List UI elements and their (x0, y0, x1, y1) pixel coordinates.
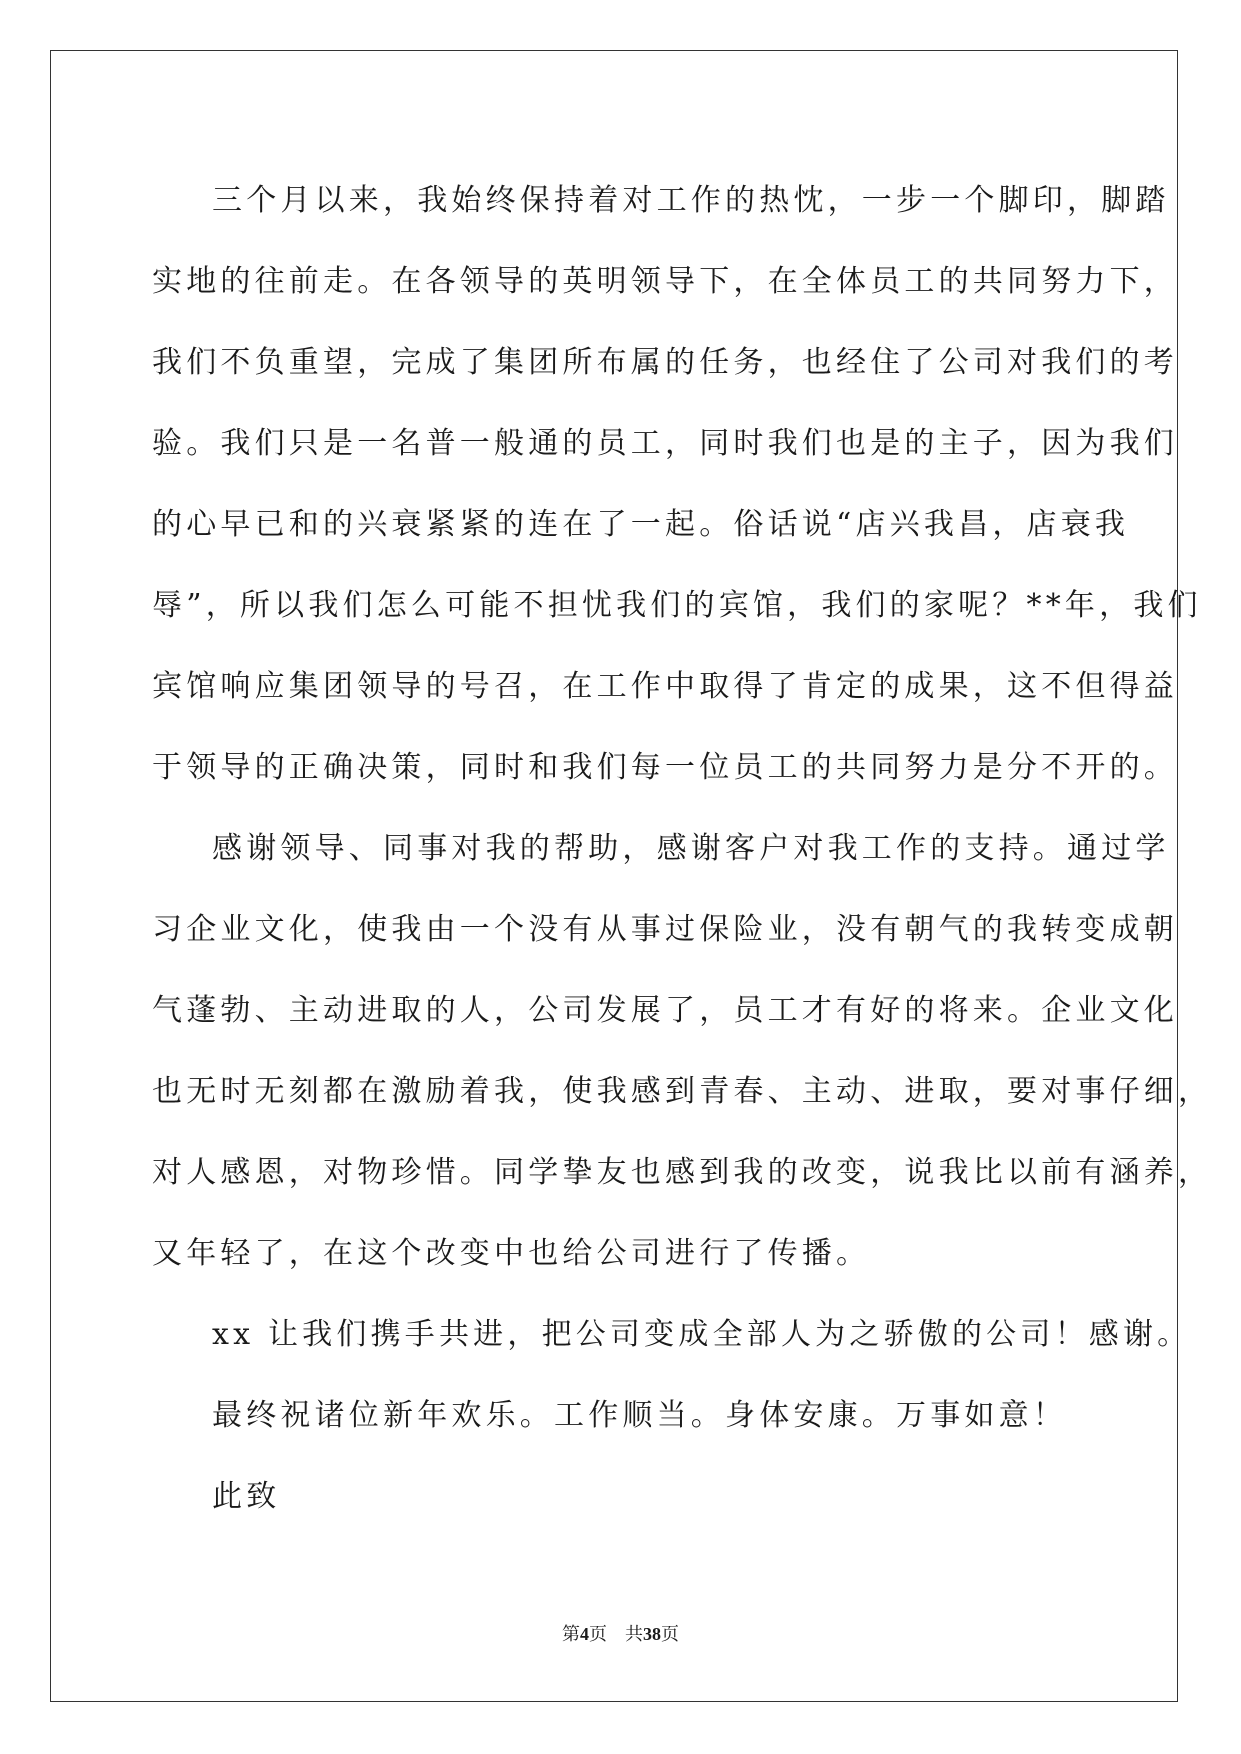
text-line: 对人感恩，对物珍惜。同学挚友也感到我的改变，说我比以前有涵养， (152, 1155, 1213, 1190)
text-line: 于领导的正确决策，同时和我们每一位员工的共同努力是分不开的。 (152, 750, 1178, 785)
footer-page-label: 页 (589, 1624, 607, 1644)
text-line: 也无时无刻都在激励着我，使我感到青春、主动、进取，要对事仔细， (152, 1074, 1213, 1109)
text-line: 又年轻了，在这个改变中也给公司进行了传播。 (152, 1236, 871, 1271)
text-line: 气蓬勃、主动进取的人，公司发展了，员工才有好的将来。企业文化 (152, 993, 1178, 1028)
page-footer (0, 1620, 1241, 1646)
paragraph-1 (152, 160, 1202, 808)
text-line: xx 让我们携手共进，把公司变成全部人为之骄傲的公司！感谢。 (212, 1317, 1192, 1352)
total-page-number: 38 (643, 1624, 661, 1644)
paragraph-3 (152, 1294, 1192, 1375)
text-line: 此致 (212, 1479, 281, 1514)
text-line: 最终祝诸位新年欢乐。工作顺当。身体安康。万事如意！ (212, 1398, 1067, 1433)
current-page-number: 4 (580, 1624, 589, 1644)
footer-total-label: 页 (661, 1624, 679, 1644)
text-line: 感谢领导、同事对我的帮助，感谢客户对我工作的支持。通过学 (212, 831, 1170, 866)
text-line: 习企业文化，使我由一个没有从事过保险业，没有朝气的我转变成朝 (152, 912, 1178, 947)
text-line: 验。我们只是一名普一般通的员工，同时我们也是的主子，因为我们 (152, 426, 1178, 461)
closing-salutation (152, 1456, 1128, 1537)
document-body (152, 160, 1213, 1537)
text-line: 宾馆响应集团领导的号召，在工作中取得了肯定的成果，这不但得益 (152, 669, 1178, 704)
text-line: 辱”，所以我们怎么可能不担忧我们的宾馆，我们的家呢？**年，我们 (152, 588, 1202, 623)
text-line: 我们不负重望，完成了集团所布属的任务，也经住了公司对我们的考 (152, 345, 1178, 380)
paragraph-4 (152, 1375, 1128, 1456)
footer-prefix: 第 (562, 1624, 580, 1644)
footer-total-prefix: 共 (625, 1624, 643, 1644)
text-line: 三个月以来，我始终保持着对工作的热忱，一步一个脚印，脚踏 (212, 183, 1170, 218)
text-line: 的心早已和的兴衰紧紧的连在了一起。俗话说“店兴我昌，店衰我 (152, 507, 1130, 542)
text-line: 实地的往前走。在各领导的英明领导下，在全体员工的共同努力下， (152, 264, 1178, 299)
paragraph-2 (152, 808, 1213, 1294)
